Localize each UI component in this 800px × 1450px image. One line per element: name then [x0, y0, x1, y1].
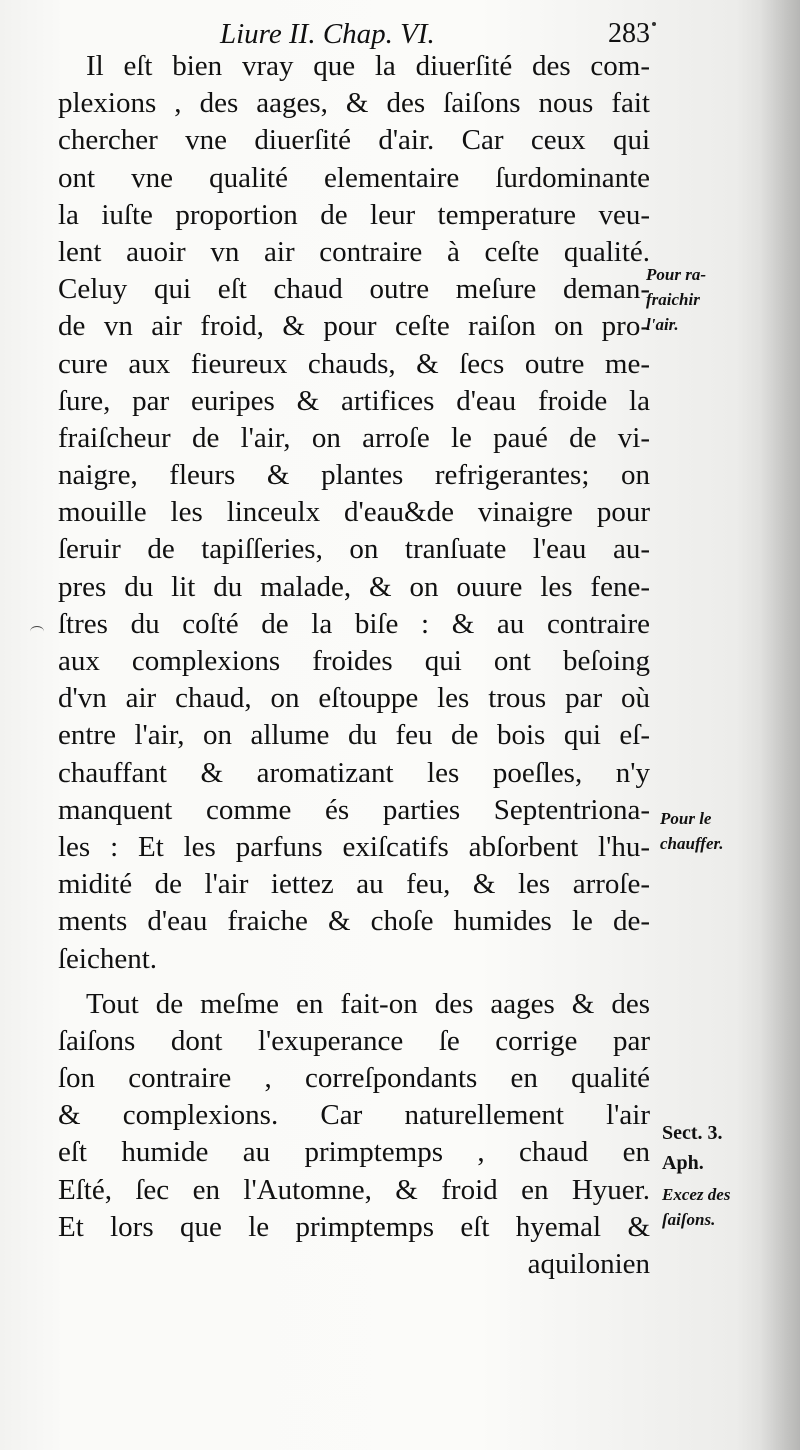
text-line: d'vn air chaud, on eſtouppe les trous par où — [58, 682, 650, 715]
margin-note-line: Pour le — [660, 809, 712, 828]
text-line: Celuy qui eſt chaud outre meſure deman- — [58, 273, 650, 306]
margin-note-line: chauffer. — [660, 834, 724, 853]
running-title: Liure II. Chap. VI. — [220, 18, 435, 50]
margin-note-line: l'air. — [646, 315, 679, 334]
text-line: fraiſcheur de l'air, on arroſe le paué de vi- — [58, 421, 650, 454]
text-line: ſeruir de tapiſſeries, on tranſuate l'eau au- — [58, 533, 650, 566]
text-line: plexions , des aages, & des ſaiſons nous fait — [58, 87, 650, 120]
stray-ink-mark — [30, 626, 44, 637]
text-line: aux complexions froides qui ont beſoing — [58, 645, 650, 677]
margin-note-line: Excez des — [662, 1185, 731, 1204]
margin-note-line: fraichir — [646, 290, 700, 309]
catchword: aquilonien — [527, 1248, 650, 1280]
margin-note-line: Pour ra- — [646, 265, 706, 284]
text-line: ments d'eau fraiche & choſe humides le de- — [58, 905, 650, 938]
margin-note-seasons — [662, 1182, 730, 1232]
text-line: mouille les linceulx d'eau&de vinaigre pour — [58, 496, 650, 529]
margin-note-line: ſaiſons. — [662, 1210, 716, 1229]
text-line: Eſté, ſec en l'Automne, & froid en Hyuer. — [58, 1173, 650, 1206]
text-line: pres du lit du malade, & on ouure les fene- — [58, 570, 650, 603]
text-line: ſtres du coſté de la biſe : & au contraire — [58, 607, 650, 640]
margin-note-line: Aph. — [662, 1152, 704, 1174]
text-line: Et lors que le primptemps eſt hyemal & — [58, 1210, 650, 1243]
text-line: chercher vne diuerſité d'air. Car ceux qui — [58, 124, 650, 157]
text-line: les : Et les parfuns exiſcatifs abſorbent l'hu- — [58, 830, 650, 863]
ink-dot — [652, 22, 656, 26]
text-line: lent auoir vn air contraire à ceſte qualité. — [58, 235, 650, 268]
text-line: ſeichent. — [58, 942, 158, 975]
margin-note-reference — [662, 1118, 723, 1178]
text-line: cure aux fieureux chauds, & ſecs outre me- — [58, 347, 650, 380]
text-line: naigre, fleurs & plantes refrigerantes; on — [58, 459, 650, 492]
margin-note-warm — [660, 806, 723, 856]
text-line: ſon contraire , correſpondants en qualité — [58, 1062, 650, 1095]
text-line: midité de l'air iettez au feu, & les arroſe- — [58, 868, 650, 901]
text-line: ſure, par euripes & artifices d'eau froide la — [58, 384, 650, 417]
text-line: Il eſt bien vray que la diuerſité des com- — [86, 50, 650, 82]
page-edge-shadow — [760, 0, 800, 1450]
text-line: de vn air froid, & pour ceſte raiſon on pro- — [58, 310, 650, 343]
text-line: chauffant & aromatizant les poeſles, n'y — [58, 756, 650, 789]
body-text — [58, 48, 650, 1283]
text-line: ont vne qualité elementaire ſurdominante — [58, 161, 650, 194]
text-line: & complexions. Car naturellement l'air — [58, 1099, 650, 1132]
text-line: manquent comme és parties Septentriona- — [58, 793, 650, 826]
margin-note-line: Sect. 3. — [662, 1122, 723, 1144]
text-line: ſaiſons dont l'exuperance ſe corrige par — [58, 1024, 650, 1057]
text-line: la iuſte proportion de leur temperature veu- — [58, 198, 650, 231]
margin-note-refresh — [646, 262, 706, 337]
text-line: eſt humide au primptemps , chaud en — [58, 1136, 650, 1169]
page-number: 283 — [608, 18, 650, 49]
text-line: entre l'air, on allume du feu de bois qui eſ- — [58, 719, 650, 752]
paragraph-gap — [58, 978, 650, 986]
text-line: Tout de meſme en fait-on des aages & des — [86, 987, 650, 1020]
